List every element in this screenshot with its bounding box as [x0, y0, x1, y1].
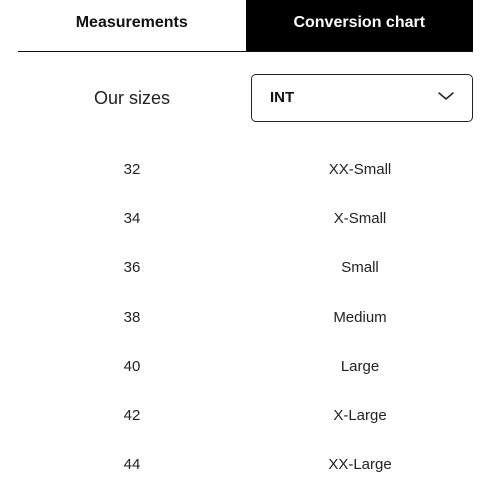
size-system-value: INT — [270, 89, 295, 106]
size-cell: 42 — [123, 407, 141, 425]
size-cell: 36 — [123, 259, 141, 277]
table-row — [18, 440, 473, 489]
tab-bar — [18, 0, 473, 52]
size-cell: 44 — [123, 456, 141, 474]
converted-size-cell: XX-Large — [328, 456, 392, 474]
table-row — [18, 391, 473, 440]
size-cell: 32 — [123, 161, 141, 179]
conversion-table — [18, 145, 473, 489]
tab-conversion-chart-label: Conversion chart — [293, 13, 426, 31]
size-cell: 38 — [123, 308, 141, 326]
table-row — [18, 243, 473, 292]
table-row — [18, 145, 473, 194]
table-row — [18, 194, 473, 243]
table-row — [18, 342, 473, 391]
size-cell: 40 — [123, 357, 141, 375]
converted-size-cell: XX-Small — [328, 161, 392, 179]
table-row — [18, 293, 473, 342]
tab-conversion-chart[interactable] — [246, 0, 474, 51]
tab-measurements[interactable] — [18, 0, 246, 51]
size-cell: 34 — [123, 210, 141, 228]
converted-size-cell: Small — [341, 259, 379, 277]
converted-size-cell: X-Small — [333, 210, 387, 228]
our-sizes-label: Our sizes — [93, 87, 171, 108]
converted-size-cell: Medium — [333, 308, 387, 326]
sizes-selector-row — [18, 74, 473, 122]
tab-measurements-label: Measurements — [75, 13, 188, 31]
size-system-select[interactable] — [251, 74, 473, 122]
converted-size-cell: X-Large — [333, 407, 387, 425]
chevron-down-icon — [438, 90, 454, 102]
converted-size-cell: Large — [340, 357, 380, 375]
